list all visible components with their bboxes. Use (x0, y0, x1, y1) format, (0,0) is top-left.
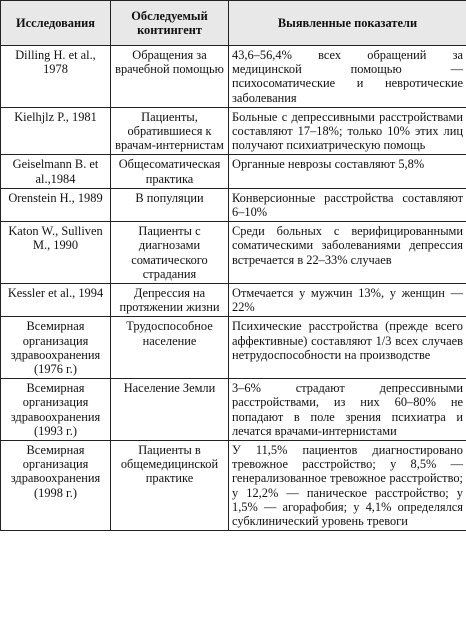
group-cell: Пациенты в общемедицинской практике (111, 441, 229, 531)
findings-cell: У 11,5% пациентов диагностировано тревожное расстройство; у 8,5% — генерализованное тревожное расстройство; у 12,2% — паническое расстройство; у 1,5% — агорафобия; у 4,1% определялся субклинический уровень тревоги (229, 441, 466, 531)
table-row (1, 441, 466, 531)
group-cell: Обращения за врачебной помощью (111, 46, 229, 108)
study-cell: Kessler et al., 1994 (1, 284, 111, 317)
table-row (1, 188, 466, 221)
table-row (1, 284, 466, 317)
table-row (1, 155, 466, 188)
group-cell: Трудоспособное население (111, 317, 229, 379)
table-row (1, 222, 466, 284)
table-row (1, 379, 466, 441)
study-cell: Всемирная организация здравоохранения (1993 г.) (1, 379, 111, 441)
group-cell: Депрессия на протяжении жизни (111, 284, 229, 317)
header-row (1, 1, 466, 46)
study-cell: Katon W., Sulliven M., 1990 (1, 222, 111, 284)
findings-cell: 3–6% страдают депрессивными расстройствами, из них 60–80% не попадают в поле зрения психиатра и лечатся врачами-интернистами (229, 379, 466, 441)
header-findings: Выявленные показатели (229, 1, 466, 46)
study-cell: Orenstein H., 1989 (1, 188, 111, 221)
findings-cell: Среди больных с верифицированными соматическими заболеваниями депрессия встречается в 22–33% случаев (229, 222, 466, 284)
table-row (1, 107, 466, 155)
findings-cell: 43,6–56,4% всех обращений за медицинской помощью — психосоматические и невротические заболевания (229, 46, 466, 108)
findings-cell: Психические расстройства (прежде всего аффективные) составляют 1/3 всех случаев нетрудоспособности на производстве (229, 317, 466, 379)
group-cell: В популяции (111, 188, 229, 221)
findings-cell: Органные неврозы составляют 5,8% (229, 155, 466, 188)
header-studies: Исследования (1, 1, 111, 46)
group-cell: Пациенты, обратившиеся к врачам-интернистам (111, 107, 229, 155)
findings-cell: Конверсионные расстройства составляют 6–10% (229, 188, 466, 221)
header-group: Обследуемый контингент (111, 1, 229, 46)
group-cell: Общесоматическая практика (111, 155, 229, 188)
findings-cell: Больные с депрессивными расстройствами составляют 17–18%; только 10% этих лиц получают психиатрическую помощь (229, 107, 466, 155)
group-cell: Пациенты с диагнозами соматического страдания (111, 222, 229, 284)
study-cell: Dilling H. et al., 1978 (1, 46, 111, 108)
findings-cell: Отмечается у мужчин 13%, у женщин — 22% (229, 284, 466, 317)
table-row (1, 46, 466, 108)
group-cell: Население Земли (111, 379, 229, 441)
study-cell: Всемирная организация здравоохранения (1976 г.) (1, 317, 111, 379)
table-row (1, 317, 466, 379)
study-cell: Geiselmann B. et al.,1984 (1, 155, 111, 188)
study-cell: Kielhjlz P., 1981 (1, 107, 111, 155)
study-cell: Всемирная организация здравоохранения (1998 г.) (1, 441, 111, 531)
